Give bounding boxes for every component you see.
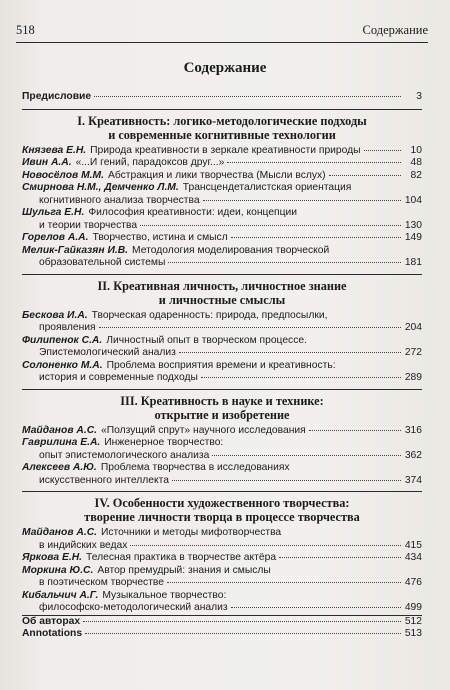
toc-entry-line [22,145,422,158]
dot-leader [231,607,401,608]
toc-entry[interactable] [22,360,422,385]
toc-author: Шульга Е.Н. [22,207,85,218]
toc-entry-line [22,425,422,438]
toc-entry-line [22,310,422,323]
section-rule [22,109,422,110]
toc-entry[interactable] [22,157,422,170]
dot-leader [329,175,401,176]
page-title: Содержание [183,60,267,76]
toc-entry[interactable] [22,232,422,245]
toc-author: Мелик-Гайказян И.В. [22,244,129,256]
running-header [16,22,428,38]
toc-page-number: 181 [404,257,422,268]
toc-entry-line [22,257,422,270]
toc-title: Эпистемологический анализ [39,347,176,358]
toc-title: Методология моделирования творческой [132,244,330,256]
toc-author: Филипенок С.А. [22,334,103,346]
toc-page-number: 512 [404,615,422,627]
dot-leader [203,200,401,201]
toc-author: Кибальчич А.Г. [22,589,99,601]
dot-leader [94,96,401,97]
toc-page-number: 149 [404,232,422,243]
dot-leader [99,327,401,328]
toc-entry[interactable] [22,616,422,629]
toc-entry[interactable] [22,310,422,335]
dot-leader [130,545,401,546]
toc-page-number: 130 [404,219,422,231]
section-heading-line: IV. Особенности художественного творчества: [94,496,350,510]
toc-author: Моркина Ю.С. [22,564,94,576]
section-heading-line: и современные когнитивные технологии [108,127,336,142]
toc-page-number: 82 [410,169,422,181]
toc-page-number: 3 [416,91,422,102]
toc-title: Автор премудрый: знания и смыслы [97,564,271,576]
toc-title: в поэтическом творчестве [39,577,164,588]
toc-page-number: 415 [404,539,422,551]
toc-author: Горелов А.А. [22,232,89,243]
toc-title: Абстракция и лики творчества (Мысли вслух) [107,169,326,181]
toc-entry-line [22,540,422,553]
section-heading-line: II. Креативная личность, личностное знание [97,278,347,293]
toc-title: Музыкальное творчество: [102,589,227,601]
toc-page-number: 104 [404,194,422,206]
toc-entry[interactable] [22,182,422,207]
dot-leader [140,225,401,226]
section-heading [22,496,422,524]
toc-entry[interactable] [22,552,422,565]
section-heading-line: и личностные смыслы [158,292,286,307]
toc-entry[interactable] [22,437,422,462]
dot-leader [168,262,401,263]
toc-title: Природа креативности в зеркале креативности природы [90,144,361,156]
toc-entry-line [22,450,422,463]
section-rule [22,274,422,275]
toc-entry[interactable] [22,527,422,552]
dot-leader [279,557,401,558]
toc-title: «Ползущий спрут» научного исследования [101,424,306,436]
toc-author: Яркова Е.Н. [22,552,83,563]
dot-leader [167,582,401,583]
toc-title: история и современные подходы [39,372,198,383]
dot-leader [227,162,401,163]
toc-page-number: 204 [404,322,422,333]
toc-title: Трансцендеталистская ориентация [182,182,352,193]
section-heading-line: творение личности творца в процессе творчества [84,510,360,524]
section-heading [22,279,422,307]
toc-entry[interactable] [22,91,422,104]
dot-leader [364,150,401,151]
toc-entry-line [22,462,422,475]
dot-leader [179,352,401,353]
toc-entry-line [22,360,422,373]
toc-entry-line [22,232,422,245]
toc-title: Источники и методы мифотворчества [101,527,282,538]
toc-entry[interactable] [22,245,422,270]
toc-page-number: 499 [404,602,422,613]
toc-title: Annotations [22,628,83,639]
toc-author: Гаврилина Е.А. [22,437,101,448]
toc-entry-line [22,207,422,220]
running-title: Содержание [362,23,428,37]
section-heading-line: открытие и изобретение [154,407,290,422]
toc-entry[interactable] [22,628,422,641]
toc-entry-line [22,91,422,104]
toc-entry-line [22,372,422,385]
toc-title: Об авторах [22,615,81,627]
dot-leader [212,455,401,456]
toc-title: образовательной системы [39,257,166,268]
header-rule [16,42,428,43]
toc-entry-line [22,602,422,615]
toc-page-number: 48 [410,157,422,168]
toc-title: искусственного интеллекта [39,474,169,486]
toc-entry-line [22,170,422,183]
toc-title: Инженерное творчество: [104,437,224,448]
toc-page-number: 289 [404,372,422,383]
toc-title: опыт эпистемологического анализа [39,449,210,461]
dot-leader [172,480,401,481]
toc-title: Творчество, истина и смысл [92,232,228,243]
section-heading-line: I. Креативность: логико-методологические подходы [77,113,367,128]
toc-author: Ивин А.А. [22,157,72,168]
toc-entry-line [22,245,422,258]
toc-page-number: 434 [404,552,422,563]
toc-entry[interactable] [22,425,422,438]
toc-page-number: 374 [404,474,422,486]
toc-title: когнитивного анализа творчества [39,194,200,206]
toc-author: Новосёлов М.М. [22,169,104,181]
toc-title: Философия креативности: идеи, концепции [88,207,298,218]
toc-entry[interactable] [22,207,422,232]
toc-page-number: 476 [404,577,422,588]
section-rule [22,491,422,492]
toc-title: философско-методологический анализ [39,602,228,613]
toc-entry-line [22,577,422,590]
toc-entry-line [22,565,422,578]
toc-entry-line [22,157,422,170]
section-heading [22,114,422,142]
toc-title: Личностный опыт в творческом процессе. [106,334,307,346]
toc-entry-line [22,182,422,195]
toc-title: проявления [39,322,96,333]
toc-page-number: 362 [404,449,422,461]
section-rule [22,389,422,390]
toc-entry-line [22,335,422,348]
toc-title: Телесная практика в творчестве актёра [86,552,277,563]
dot-leader [231,237,401,238]
toc-entry[interactable] [22,462,422,487]
toc-entry[interactable] [22,145,422,158]
toc-author: Майданов А.С. [22,424,97,436]
dot-leader [85,633,401,634]
toc-entry-line [22,195,422,208]
toc-entry-line [22,552,422,565]
toc-entry-line [22,347,422,360]
toc-author: Солоненко М.А. [22,359,103,371]
dot-leader [309,430,401,431]
toc-page-number: 316 [404,424,422,436]
toc-entry[interactable] [22,565,422,590]
toc-title: «...И гений, парадоксов друг...» [75,157,225,168]
page-number: 518 [16,23,35,37]
toc-page-number: 513 [404,628,422,639]
toc-page-number: 272 [404,347,422,358]
toc-author: Бескова И.А. [22,309,88,321]
toc-title: Предисловие [22,91,92,102]
toc-author: Майданов А.С. [22,527,97,538]
section-heading-line: III. Креативность в науке и технике: [120,393,324,408]
toc-title: в индийских ведах [39,539,128,551]
toc-entry-line [22,527,422,540]
toc-author: Смирнова Н.М., Демченко Л.М. [22,182,179,193]
toc-title: Проблема восприятия времени и креативность: [106,359,336,371]
toc-title: Творческая одаренность: природа, предпосылки, [91,309,328,321]
toc-title: Проблема творчества в исследованиях [100,462,290,473]
section-heading [22,394,422,422]
toc-author: Алексеев А.Ю. [22,462,97,473]
dot-leader [201,377,401,378]
toc-entry[interactable] [22,335,422,360]
dot-leader [83,621,401,622]
toc-author: Князева Е.Н. [22,144,87,156]
toc-entry-line [22,590,422,603]
toc-entry-line [22,322,422,335]
toc-entry-line [22,220,422,233]
toc-entry-line [22,475,422,488]
toc-entry-line [22,616,422,629]
toc-entry-line [22,437,422,450]
toc-title: и теории творчества [39,219,138,231]
toc-entry[interactable] [22,170,422,183]
toc-page-number: 10 [410,144,422,156]
toc-entry-line [22,628,422,641]
toc-entry[interactable] [22,590,422,615]
